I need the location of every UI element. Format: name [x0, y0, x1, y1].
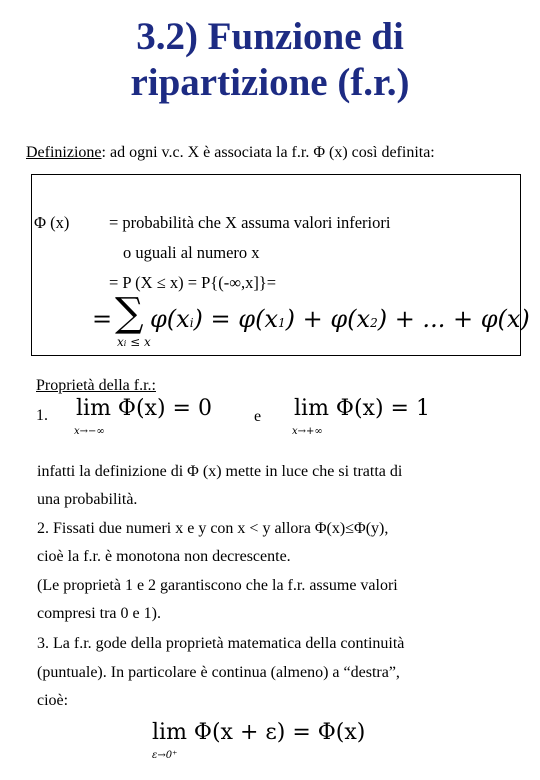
- properties-title: Proprietà della f.r.:: [36, 377, 156, 394]
- equation-line-3: = P (X ≤ x) = P{(-∞,x]}=: [109, 273, 277, 292]
- limit-right-continuity: [152, 720, 366, 761]
- paragraph-line-4: cioè la f.r. è monotona non decrescente.: [37, 548, 291, 565]
- sum-index-sub: i: [123, 339, 127, 348]
- rhs-sub-2: 2: [370, 316, 378, 330]
- definition-label: Definizione: [26, 144, 102, 161]
- sum-index: [117, 335, 151, 349]
- definition-text: : ad ogni v.c. X è associata la f.r. Φ (x) così definita:: [101, 144, 435, 161]
- item-1-number: 1.: [36, 407, 48, 424]
- paragraph-line-7: 3. La f.r. gode della proprietà matematica della continuità: [37, 635, 405, 652]
- rhs-term-2: ) = φ(x: [193, 305, 278, 333]
- definition-box: [31, 174, 530, 356]
- title-line-2: ripartizione (f.r.): [130, 61, 410, 104]
- phi-label: Φ (x): [34, 213, 70, 232]
- page-title: [0, 14, 540, 106]
- limit-2-expression: lim Φ(x) = 1: [294, 396, 430, 421]
- sum-operator: [115, 290, 151, 349]
- equation-line-2: o uguali al numero x: [123, 243, 260, 262]
- rhs-term-3: ) + φ(x: [285, 305, 371, 333]
- equation-line-1: = probabilità che X assuma valori inferiori: [109, 213, 391, 232]
- sum-index-var: x: [117, 335, 124, 349]
- sum-rhs: [150, 305, 530, 333]
- limit-1-expression: lim Φ(x) = 0: [76, 396, 212, 421]
- paragraph-line-6: compresi tra 0 e 1).: [37, 605, 161, 622]
- sum-index-rest: ≤ x: [126, 335, 151, 349]
- rhs-term-1: φ(x: [150, 305, 190, 333]
- paragraph-line-1: infatti la definizione di Φ (x) mette in luce che si tratta di: [37, 463, 403, 480]
- paragraph-line-2: una probabilità.: [37, 491, 138, 508]
- title-line-1: 3.2) Funzione di: [136, 15, 404, 58]
- formula-equals: =: [92, 305, 113, 333]
- sigma-symbol: ∑: [115, 290, 144, 336]
- paragraph-line-5: (Le proprietà 1 e 2 garantiscono che la f.r. assume valori: [37, 577, 398, 594]
- paragraph-line-8: (puntuale). In particolare è continua (almeno) a “destra”,: [37, 664, 400, 681]
- rhs-sub-1: 1: [277, 316, 286, 330]
- rhs-term-4: ) + ... + φ(x): [377, 305, 530, 333]
- sum-formula: [92, 305, 112, 333]
- limit-2-subscript: x→+∞: [292, 426, 323, 437]
- limit-plus-infinity: [292, 396, 430, 437]
- limit-1-subscript: x→−∞: [74, 426, 105, 437]
- limit-3-expression: lim Φ(x + ε) = Φ(x): [152, 720, 366, 745]
- paragraph-line-9: cioè:: [37, 692, 69, 709]
- paragraph-line-3: 2. Fissati due numeri x e y con x < y allora Φ(x)≤Φ(y),: [37, 520, 389, 537]
- conjunction-e: e: [254, 408, 262, 425]
- limit-3-subscript: ε→0⁺: [152, 750, 178, 761]
- rhs-sub-i: i: [189, 316, 194, 330]
- definition-line: [26, 144, 435, 162]
- limit-minus-infinity: [74, 396, 212, 437]
